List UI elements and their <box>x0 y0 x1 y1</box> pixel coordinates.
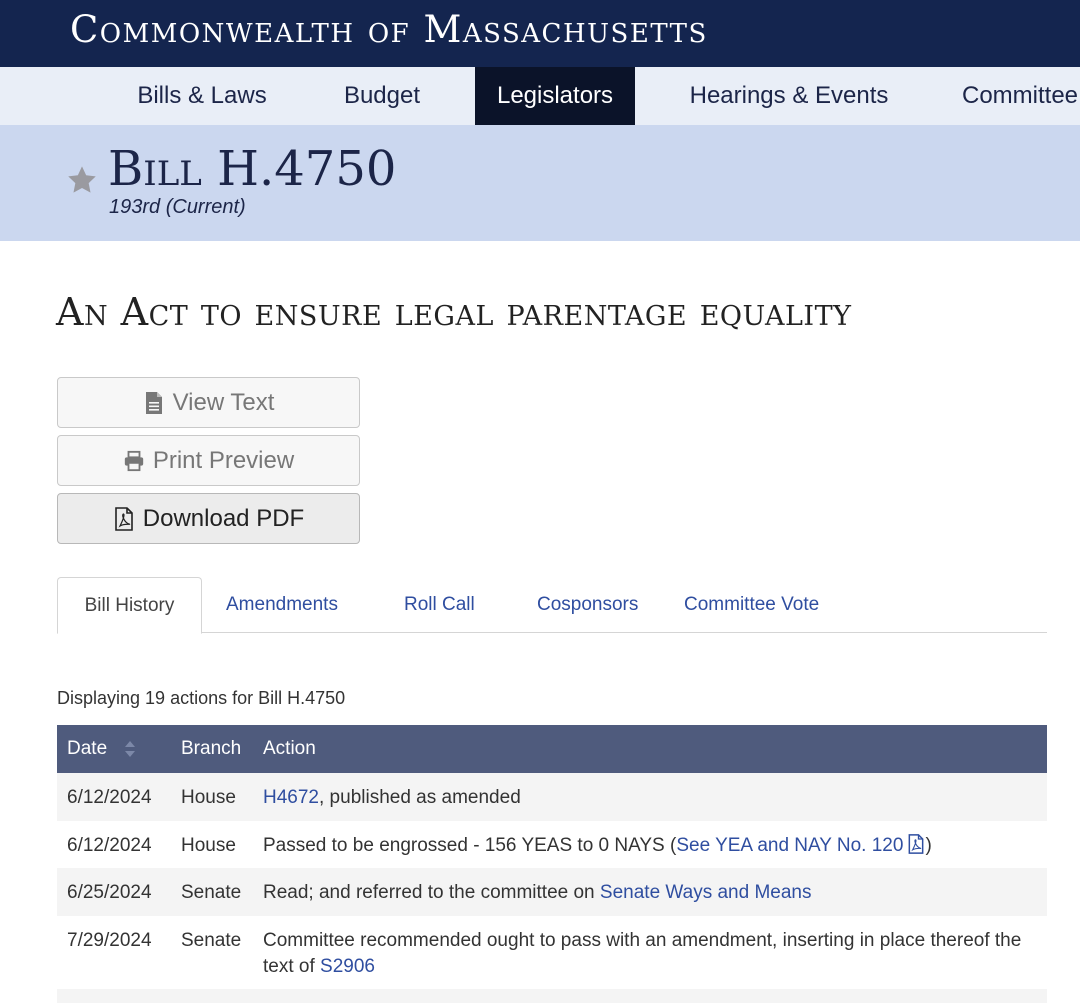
row-action <box>263 880 1033 906</box>
download-pdf-label: Download PDF <box>142 504 305 532</box>
printer-icon <box>123 449 145 473</box>
row-action <box>263 833 1033 859</box>
star-icon[interactable] <box>66 164 98 196</box>
row-date: 6/12/2024 <box>67 787 152 808</box>
sort-icon[interactable] <box>124 740 136 758</box>
table-row <box>57 989 1047 1003</box>
bill-tabs <box>57 577 1047 633</box>
download-pdf-button[interactable] <box>57 493 360 544</box>
committee-link[interactable]: Senate Ways and Means <box>599 882 812 903</box>
row-branch: Senate <box>181 882 242 903</box>
act-title: An Act to ensure legal parentage equality <box>56 290 852 334</box>
row-action <box>263 928 1033 980</box>
row-branch: Senate <box>181 930 242 951</box>
main-nav <box>0 67 1080 125</box>
table-row <box>57 916 1047 989</box>
column-action[interactable]: Action <box>263 738 316 759</box>
row-date: 6/12/2024 <box>67 835 152 856</box>
tab-committee-vote[interactable]: Committee Vote <box>684 594 820 615</box>
table-row <box>57 821 1047 868</box>
table-header <box>57 725 1047 773</box>
roll-call-link[interactable] <box>676 835 925 856</box>
nav-item-bills-laws[interactable]: Bills & Laws <box>137 82 267 109</box>
tab-roll-call[interactable]: Roll Call <box>404 594 475 615</box>
action-text: Committee recommended ought to pass with an amendment, inserting in place thereof the text of <box>263 930 1022 977</box>
site-title[interactable]: Commonwealth of Massachusetts <box>70 8 708 51</box>
print-preview-button[interactable] <box>57 435 360 486</box>
actions-count: Displaying 19 actions for Bill H.4750 <box>57 688 346 708</box>
nav-item-committees[interactable]: Committee <box>962 82 1079 109</box>
table-row <box>57 773 1047 821</box>
session-label: 193rd (Current) <box>109 196 246 218</box>
nav-item-legislators[interactable]: Legislators <box>475 67 635 125</box>
table-row <box>57 868 1047 916</box>
nav-item-hearings-events[interactable]: Hearings & Events <box>689 82 889 109</box>
column-branch[interactable]: Branch <box>181 738 242 759</box>
tab-bill-history[interactable]: Bill History <box>57 577 202 634</box>
action-text: Read; and referred to the committee on <box>263 882 600 903</box>
row-branch: House <box>181 835 236 856</box>
action-text-end: ) <box>925 835 932 856</box>
action-text: Passed to be engrossed - 156 YEAS to 0 NAYS ( <box>263 835 677 856</box>
bill-link-h4672[interactable]: H4672 <box>263 787 319 808</box>
print-preview-label: Print Preview <box>152 446 295 474</box>
pdf-icon <box>113 507 135 531</box>
tab-amendments[interactable]: Amendments <box>226 594 338 615</box>
document-icon <box>143 391 165 415</box>
roll-call-link-label: See YEA and NAY No. 120 <box>676 835 904 856</box>
bill-history-table <box>57 725 1047 1003</box>
pdf-icon <box>907 834 925 854</box>
column-date[interactable]: Date <box>67 738 108 759</box>
tab-cosponsors[interactable]: Cosponsors <box>537 594 639 615</box>
row-branch: House <box>181 787 236 808</box>
nav-item-budget[interactable]: Budget <box>343 82 421 109</box>
row-action <box>263 785 1033 811</box>
row-date: 7/29/2024 <box>67 930 152 951</box>
view-text-button[interactable] <box>57 377 360 428</box>
site-header <box>0 0 1080 67</box>
action-text: , published as amended <box>319 787 521 808</box>
bill-link-s2906[interactable]: S2906 <box>320 956 375 977</box>
bill-title: Bill H.4750 <box>108 141 397 197</box>
row-date: 6/25/2024 <box>67 882 152 903</box>
view-text-label: View Text <box>172 388 275 416</box>
